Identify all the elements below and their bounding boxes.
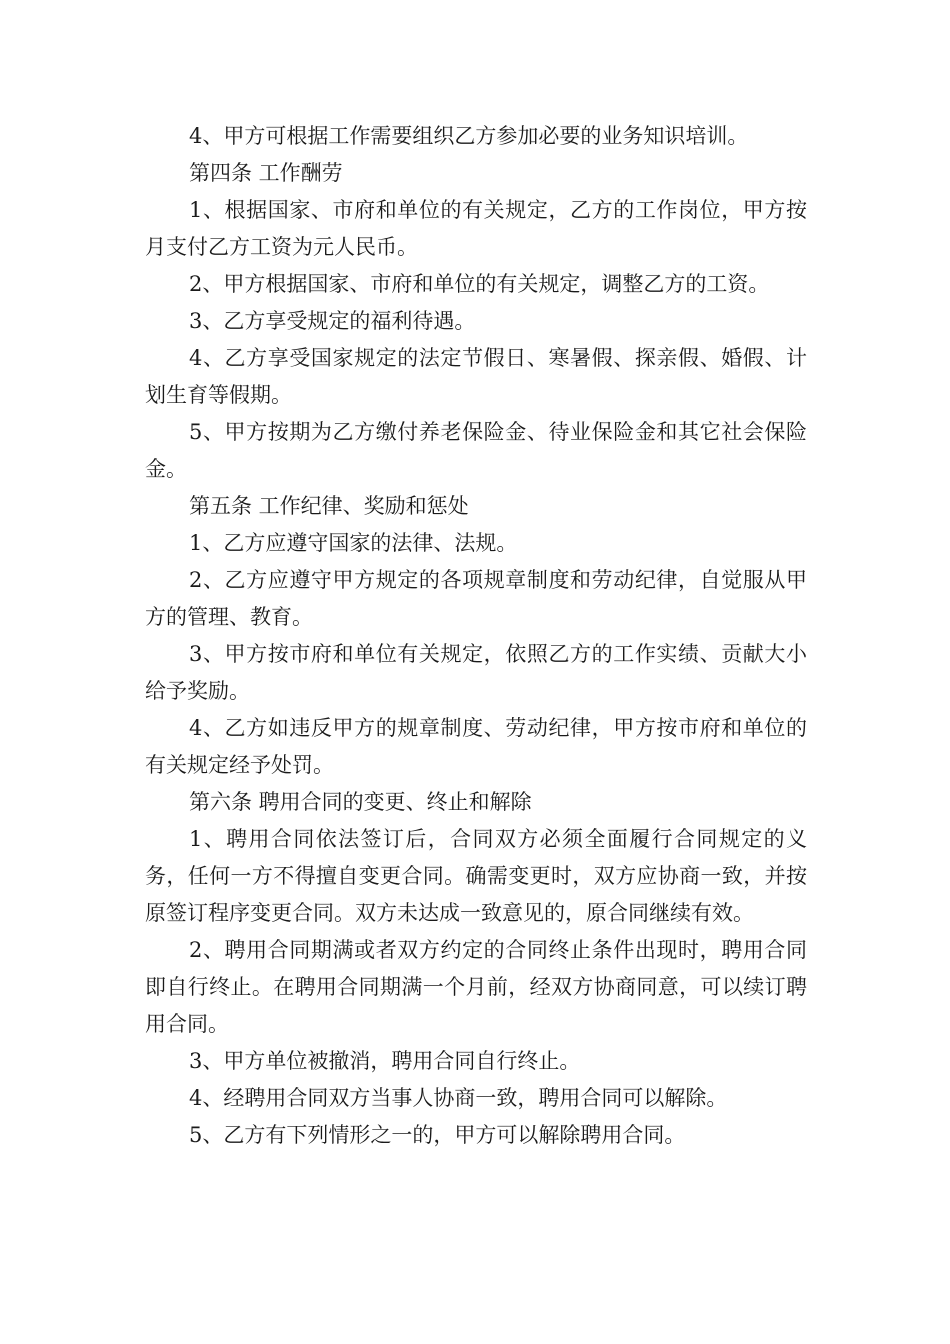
paragraph-unit-revoked: 3、甲方单位被撤消，聘用合同自行终止。	[189, 1049, 581, 1073]
paragraph-termination-conditions: 5、乙方有下列情形之一的，甲方可以解除聘用合同。	[189, 1123, 686, 1147]
paragraph-training: 4、甲方可根据工作需要组织乙方参加必要的业务知识培训。	[189, 124, 749, 148]
paragraph-obey-law: 1、乙方应遵守国家的法律、法规。	[189, 531, 518, 555]
paragraph-salary: 1、根据国家、市府和单位的有关规定，乙方的工作岗位，甲方按月支付乙方工资为元人民币。	[145, 198, 807, 259]
paragraph-contract-expiry: 2、聘用合同期满或者双方约定的合同终止条件出现时，聘用合同即自行终止。在聘用合同期满一个月前，经双方协商同意，可以续订聘用合同。	[145, 938, 807, 1036]
document-body	[145, 118, 807, 1154]
paragraph-contract-change: 1、聘用合同依法签订后，合同双方必须全面履行合同规定的义务，任何一方不得擅自变更合同。确需变更时，双方应协商一致，并按原签订程序变更合同。双方未达成一致意见的，原合同继续有效。	[145, 827, 807, 925]
paragraph-welfare: 3、乙方享受规定的福利待遇。	[189, 309, 476, 333]
section-heading-4: 第四条 工作酬劳	[189, 161, 343, 185]
paragraph-punishment: 4、乙方如违反甲方的规章制度、劳动纪律，甲方按市府和单位的有关规定经予处罚。	[145, 716, 807, 777]
paragraph-salary-adjust: 2、甲方根据国家、市府和单位的有关规定，调整乙方的工资。	[189, 272, 770, 296]
section-heading-5: 第五条 工作纪律、奖励和惩处	[189, 494, 469, 518]
paragraph-holidays: 4、乙方享受国家规定的法定节假日、寒暑假、探亲假、婚假、计划生育等假期。	[145, 346, 807, 407]
paragraph-reward: 3、甲方按市府和单位有关规定，依照乙方的工作实绩、贡献大小给予奖励。	[145, 642, 807, 703]
section-heading-6: 第六条 聘用合同的变更、终止和解除	[189, 790, 532, 814]
paragraph-obey-rules: 2、乙方应遵守甲方规定的各项规章制度和劳动纪律，自觉服从甲方的管理、教育。	[145, 568, 807, 629]
paragraph-insurance: 5、甲方按期为乙方缴付养老保险金、待业保险金和其它社会保险金。	[145, 420, 807, 481]
paragraph-mutual-termination: 4、经聘用合同双方当事人协商一致，聘用合同可以解除。	[189, 1086, 728, 1110]
